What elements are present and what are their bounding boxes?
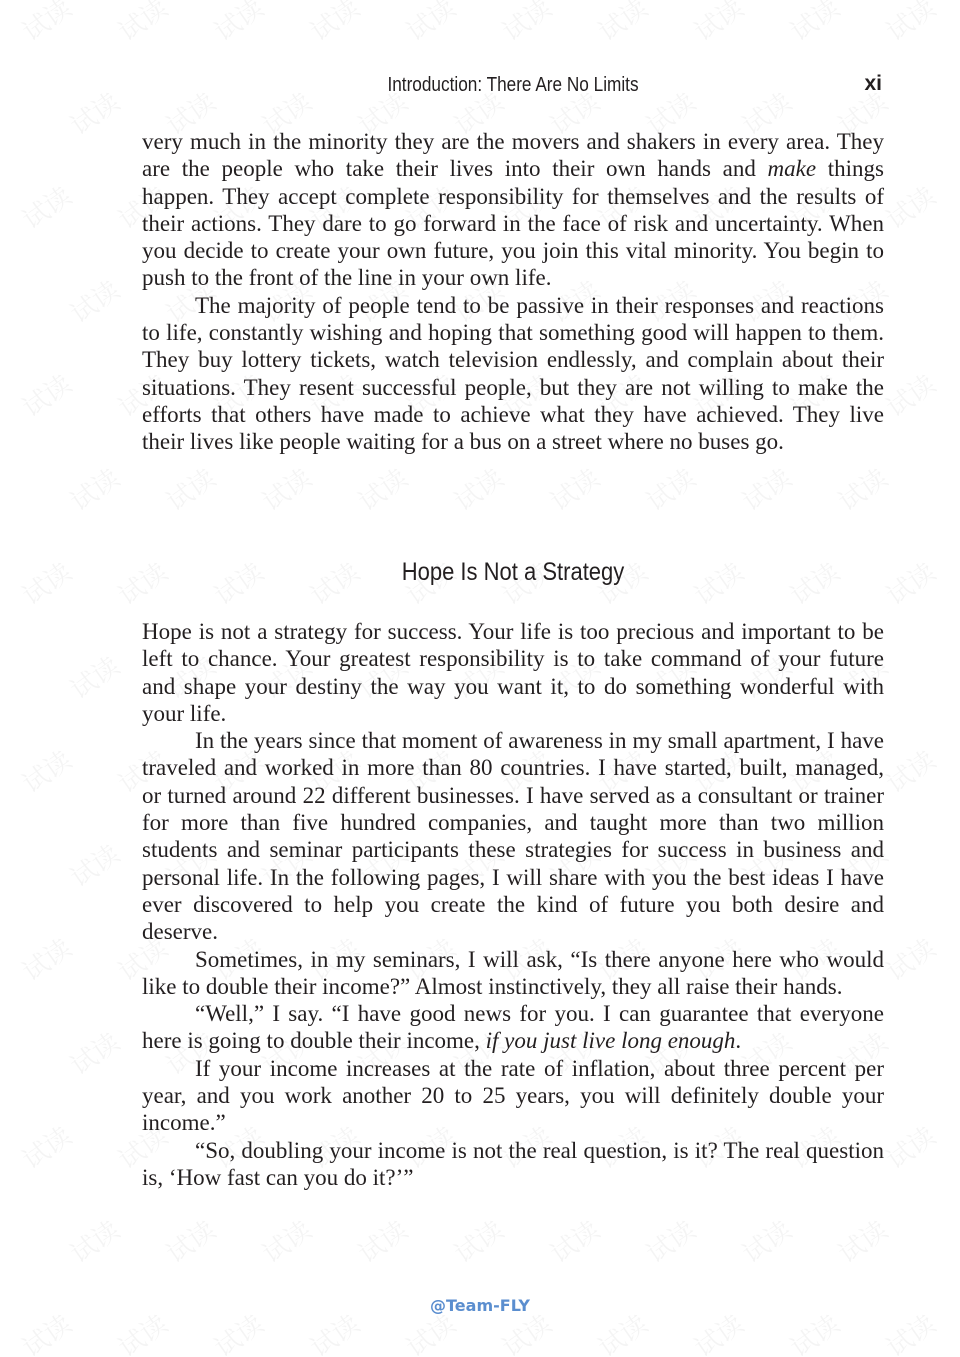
- body-paragraph: [142, 128, 884, 292]
- watermark-text: [62, 82, 126, 142]
- watermark-text: [62, 834, 126, 894]
- body-paragraph: [142, 1000, 884, 1055]
- watermark-text: [62, 270, 126, 330]
- running-title: Introduction: There Are No Limits: [387, 74, 639, 96]
- watermark-text: [878, 928, 942, 988]
- team-credit: @Team-FLY: [430, 1296, 530, 1315]
- watermark-text: [14, 0, 78, 49]
- page-number: xi: [864, 72, 882, 95]
- watermark-text: [734, 458, 798, 518]
- watermark-text: [350, 458, 414, 518]
- italic-text: if you just live long enough: [485, 1028, 736, 1054]
- paragraph-text: Sometimes, in my seminars, I will ask, “Is there anyone here who would like to double their income?” Almost instinctively, they all raise their hands.: [142, 946, 884, 999]
- watermark-text: [878, 740, 942, 800]
- watermark-text: [542, 1210, 606, 1270]
- watermark-text: [158, 458, 222, 518]
- paragraph-text: Hope is not a strategy for success. Your life is too precious and important to be left to chance. Your greatest responsibility is to take command of your future and shape your destiny the way you want it, to do something wonderful with your life.: [142, 619, 884, 726]
- paragraph-text: In the years since that moment of awareness in my small apartment, I have traveled and worked in more than 80 countries. I have started, built, managed, or turned around 22 different businesses. I have served as a consultant or trainer for more than five hundred companies, and taught more than two million students and seminar participants these strategies for success in business and personal life. In the following pages, I will share with you the best ideas I have ever discovered to help you create the kind of future you both desire and deserve.: [142, 728, 884, 945]
- watermark-text: [878, 552, 942, 612]
- body-paragraph: [142, 946, 884, 1001]
- watermark-text: [62, 1022, 126, 1082]
- intro-text-block: [142, 128, 884, 456]
- watermark-text: [14, 552, 78, 612]
- section-text-block: [142, 618, 884, 1191]
- body-paragraph: [142, 1137, 884, 1192]
- paragraph-text: things happen. They accept complete responsibility for themselves and the results of their actions. They dare to go forward in the face of risk and uncertainty. When you decide to create your own future, you join this vital minority. You begin to push to the front of the line in your own life.: [142, 156, 884, 291]
- watermark-text: [254, 458, 318, 518]
- watermark-text: [110, 0, 174, 49]
- watermark-text: [494, 0, 558, 49]
- paragraph-text: “Well,” I say. “I have good news for you. I can guarantee that everyone here is going to double their income,: [142, 1001, 884, 1054]
- watermark-text: [590, 0, 654, 49]
- watermark-text: [878, 1116, 942, 1176]
- body-paragraph: [142, 727, 884, 945]
- watermark-text: [686, 0, 750, 49]
- watermark-text: [158, 1210, 222, 1270]
- watermark-text: [14, 928, 78, 988]
- watermark-text: [542, 458, 606, 518]
- paragraph-text: “So, doubling your income is not the real question, is it? The real question is, ‘How fast can you do it?’”: [142, 1137, 884, 1190]
- watermark-text: [734, 1210, 798, 1270]
- paragraph-text: very much in the minority they are the movers and shakers in every area. They are the people who take their lives into their own hands and: [142, 129, 884, 182]
- watermark-text: [878, 364, 942, 424]
- watermark-text: [14, 740, 78, 800]
- watermark-text: [62, 646, 126, 706]
- watermark-text: [14, 1116, 78, 1176]
- watermark-text: [638, 1210, 702, 1270]
- section-heading: Hope Is Not a Strategy: [401, 558, 625, 586]
- running-head: [142, 72, 884, 102]
- watermark-text: [446, 1210, 510, 1270]
- watermark-text: [14, 176, 78, 236]
- paragraph-text: If your income increases at the rate of inflation, about three percent per year, and you work another 20 to 25 years, you will definitely double your income.”: [142, 1055, 884, 1136]
- watermark-text: [398, 0, 462, 49]
- watermark-text: [446, 458, 510, 518]
- watermark-text: [62, 458, 126, 518]
- watermark-text: [350, 1210, 414, 1270]
- watermark-text: [254, 1210, 318, 1270]
- watermark-text: [302, 0, 366, 49]
- paragraph-text: The majority of people tend to be passive in their responses and reactions to life, constantly wishing and hoping that something good will happen to them. They buy lottery tickets, watch television endlessly, and complain about their situations. They resent successful people, but they are not willing to make the efforts that others have made to achieve what they have achieved. They live their lives like people waiting for a bus on a street where no buses go.: [142, 292, 884, 455]
- watermark-text: [830, 1210, 894, 1270]
- body-paragraph: [142, 292, 884, 456]
- watermark-text: [878, 176, 942, 236]
- body-paragraph: [142, 1055, 884, 1137]
- watermark-text: [110, 552, 174, 612]
- body-paragraph: [142, 618, 884, 727]
- watermark-text: [14, 364, 78, 424]
- watermark-text: [638, 458, 702, 518]
- italic-text: make: [767, 156, 817, 182]
- watermark-text: [830, 458, 894, 518]
- watermark-text: [62, 1210, 126, 1270]
- watermark-text: [206, 0, 270, 49]
- watermark-text: [878, 0, 942, 49]
- watermark-text: [782, 0, 846, 49]
- paragraph-text: .: [735, 1028, 742, 1054]
